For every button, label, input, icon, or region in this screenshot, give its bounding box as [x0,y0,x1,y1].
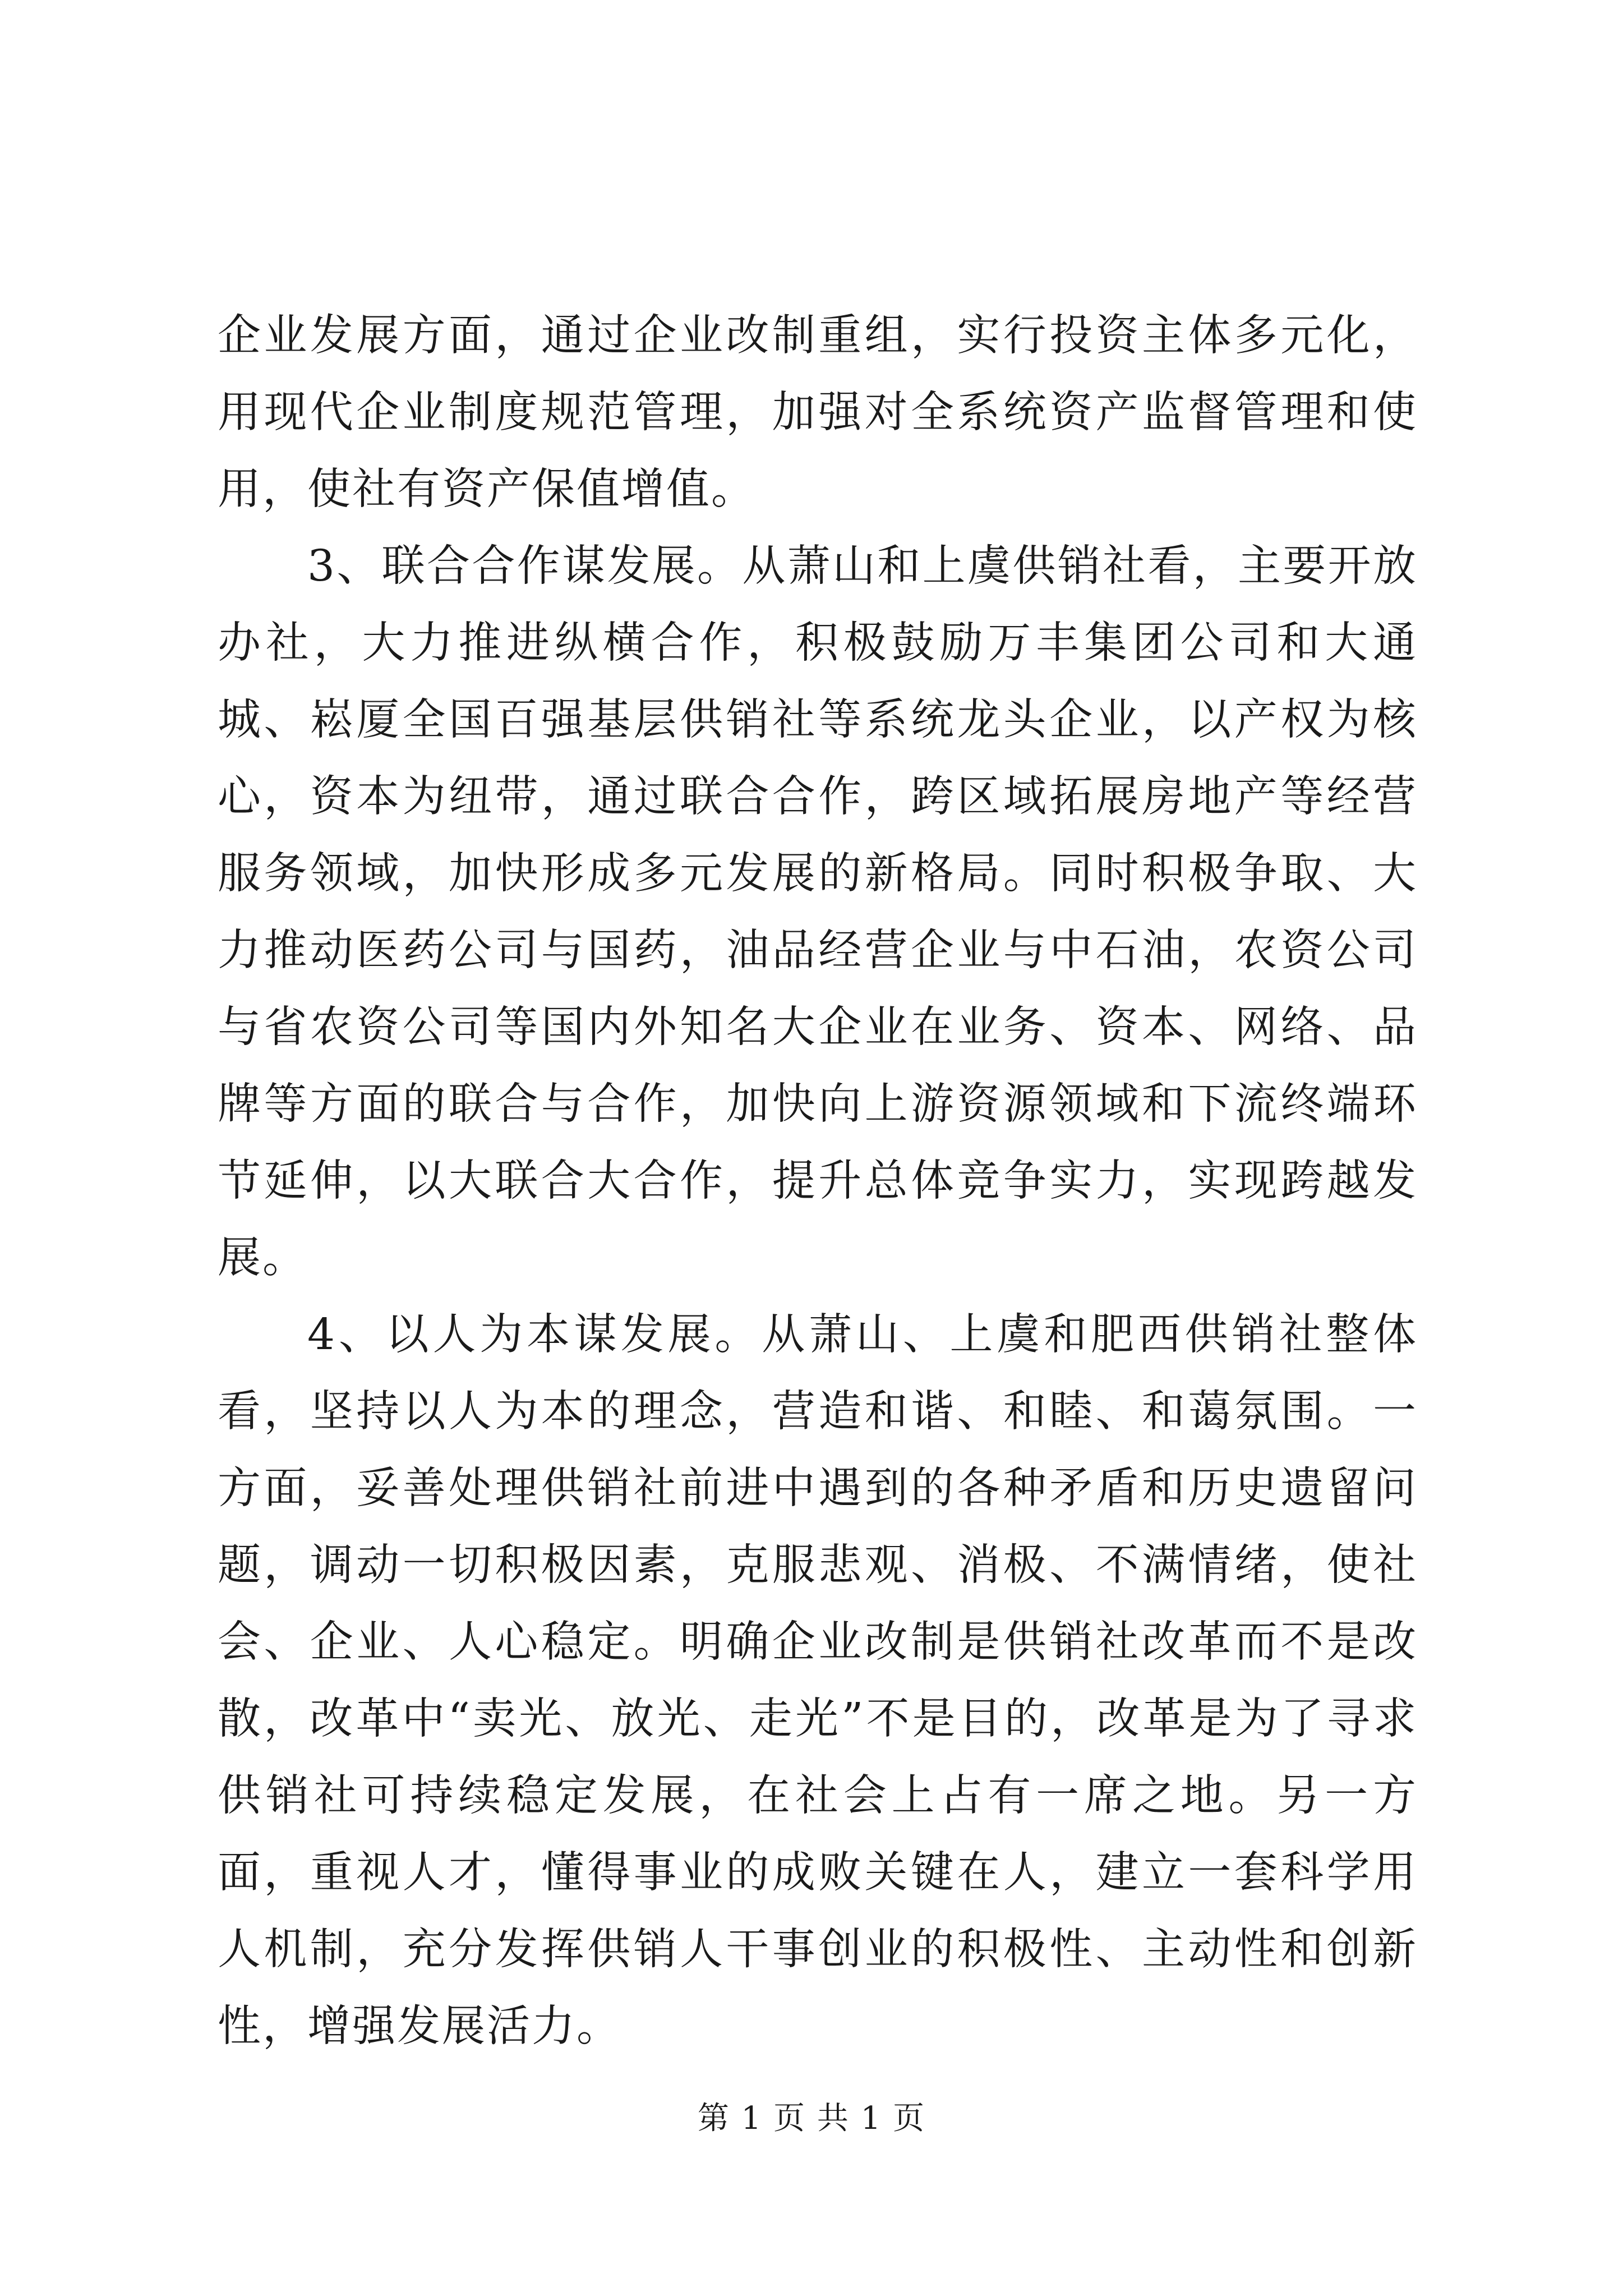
paragraph-continuation: 企业发展方面，通过企业改制重组，实行投资主体多元化，用现代企业制度规范管理，加强对全系统资产监督管理和使用，使社有资产保值增值。 [218,311,1418,514]
page-number-footer: 第 1 页 共 1 页 [697,2100,926,2137]
paragraph-section-4: 4、以人为本谋发展。从萧山、上虞和肥西供销社整体看，坚持以人为本的理念，营造和谐、和睦、和蔼氛围。一方面，妥善处理供销社前进中遇到的各种矛盾和历史遗留问题，调动一切积极因素，克服悲观、消极、不满情绪，使社会、企业、人心稳定。明确企业改制是供销社改革而不是改散，改革中“卖光、放光、走光”不是目的，改革是为了寻求供销社可持续稳定发展，在社会上占有一席之地。另一方面，重视人才，懂得事业的成败关键在人，建立一套科学用人机制，充分发挥供销人干事创业的积极性、主动性和创新性，增强发展活力。 [218,1310,1418,2051]
paragraph-section-3: 3、联合合作谋发展。从萧山和上虞供销社看，主要开放办社，大力推进纵横合作，积极鼓励万丰集团公司和大通城、崧厦全国百强基层供销社等系统龙头企业，以产权为核心，资本为纽带，通过联合合作，跨区域拓展房地产等经营服务领域，加快形成多元发展的新格局。同时积极争取、大力推动医药公司与国药，油品经营企业与中石油，农资公司与省农资公司等国内外知名大企业在业务、资本、网络、品牌等方面的联合与合作，加快向上游资源领域和下流终端环节延伸，以大联合大合作，提升总体竞争实力，实现跨越发展。 [218,541,1418,1283]
document-body [218,297,1418,2065]
